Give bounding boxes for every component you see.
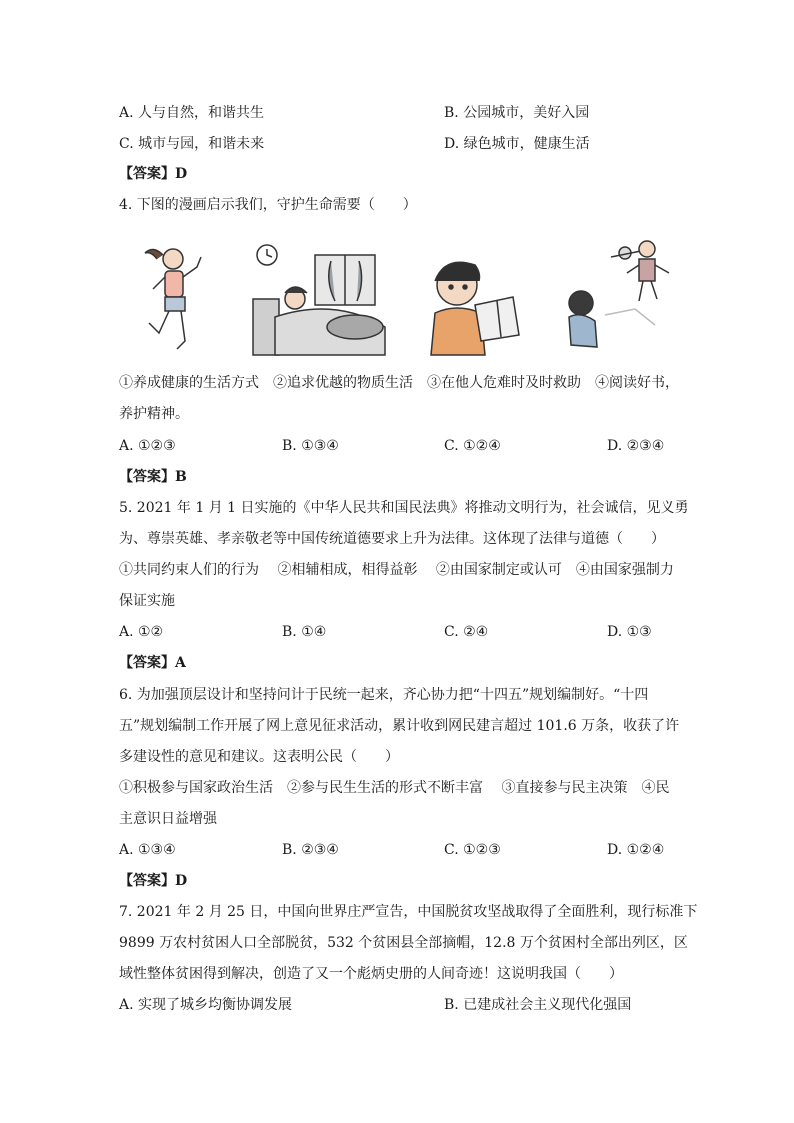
q6-statements-line2: 主意识日益增强 bbox=[119, 811, 217, 827]
comic-illustration bbox=[135, 237, 675, 359]
q5-stem-line2: 为、尊崇英雄、孝亲敬老等中国传统道德要求上升为法律。这体现了法律与道德（ ） bbox=[119, 531, 665, 547]
q4-option-a: A. ①②③ bbox=[119, 438, 176, 454]
helping-scene-figure bbox=[569, 241, 669, 347]
q7-option-a: A. 实现了城乡均衡协调发展 bbox=[119, 997, 293, 1013]
q6-stem-line3: 多建设性的意见和建议。这表明公民（ ） bbox=[119, 749, 399, 765]
q6-answer: 【答案】D bbox=[119, 873, 188, 889]
q4-statements-line1: ①养成健康的生活方式 ②追求优越的物质生活 ③在他人危难时及时救助 ④阅读好书， bbox=[119, 375, 679, 391]
q5-option-a: A. ①② bbox=[119, 624, 164, 640]
running-girl-figure bbox=[145, 249, 201, 349]
q6-option-b: B. ②③④ bbox=[282, 842, 339, 858]
q5-answer: 【答案】A bbox=[119, 655, 186, 671]
q4-statements-line2: 养护精神。 bbox=[119, 406, 189, 422]
q7-stem-line3: 域性整体贫困得到解决，创造了又一个彪炳史册的人间奇迹！这说明我国（ ） bbox=[119, 966, 623, 982]
sleeping-boy-figure bbox=[253, 245, 385, 355]
q7-stem-line1: 7. 2021 年 2 月 25 日，中国向世界庄严宣告，中国脱贫攻坚战取得了全面胜利，现行标准下 bbox=[119, 904, 698, 920]
q4-answer: 【答案】B bbox=[119, 469, 187, 485]
q4-option-b: B. ①③④ bbox=[282, 438, 339, 454]
q5-statements-line1: ①共同约束人们的行为 ②相辅相成，相得益彰 ②由国家制定或认可 ④由国家强制力 bbox=[119, 562, 674, 578]
q5-option-d: D. ①③ bbox=[607, 624, 652, 640]
q6-option-c: C. ①②③ bbox=[444, 842, 501, 858]
q6-option-a: A. ①③④ bbox=[119, 842, 176, 858]
q4-option-d: D. ②③④ bbox=[607, 438, 665, 454]
q3-answer: 【答案】D bbox=[119, 166, 188, 182]
q4-option-c: C. ①②④ bbox=[444, 438, 501, 454]
q5-statements-line2: 保证实施 bbox=[119, 593, 175, 609]
reading-boy-figure bbox=[431, 262, 519, 355]
q7-stem-line2: 9899 万农村贫困人口全部脱贫，532 个贫困县全部摘帽，12.8 万个贫困村全部出列区，区 bbox=[119, 935, 688, 951]
q5-stem-line1: 5. 2021 年 1 月 1 日实施的《中华人民共和国民法典》将推动文明行为，社会诚信，见义勇 bbox=[119, 500, 689, 516]
q3-option-d: D. 绿色城市，健康生活 bbox=[444, 136, 590, 152]
q6-statements-line1: ①积极参与国家政治生活 ②参与民生生活的形式不断丰富 ③直接参与民主决策 ④民 bbox=[119, 780, 670, 796]
q7-option-b: B. 已建成社会主义现代化强国 bbox=[444, 997, 632, 1013]
q4-stem: 4. 下图的漫画启示我们，守护生命需要（ ） bbox=[119, 197, 417, 213]
q3-option-a: A. 人与自然，和谐共生 bbox=[119, 105, 265, 121]
q5-option-c: C. ②④ bbox=[444, 624, 489, 640]
q6-stem-line2: 五”规划编制工作开展了网上意见征求活动，累计收到网民建言超过 101.6 万条，收获了许 bbox=[119, 718, 680, 734]
q5-option-b: B. ①④ bbox=[282, 624, 327, 640]
q3-option-b: B. 公园城市，美好入园 bbox=[444, 105, 590, 121]
q6-stem-line1: 6. 为加强顶层设计和坚持问计于民统一起来，齐心协力把“十四五”规划编制好。“十四 bbox=[119, 687, 649, 703]
q3-option-c: C. 城市与园，和谐未来 bbox=[119, 136, 265, 152]
q6-option-d: D. ①②④ bbox=[607, 842, 665, 858]
